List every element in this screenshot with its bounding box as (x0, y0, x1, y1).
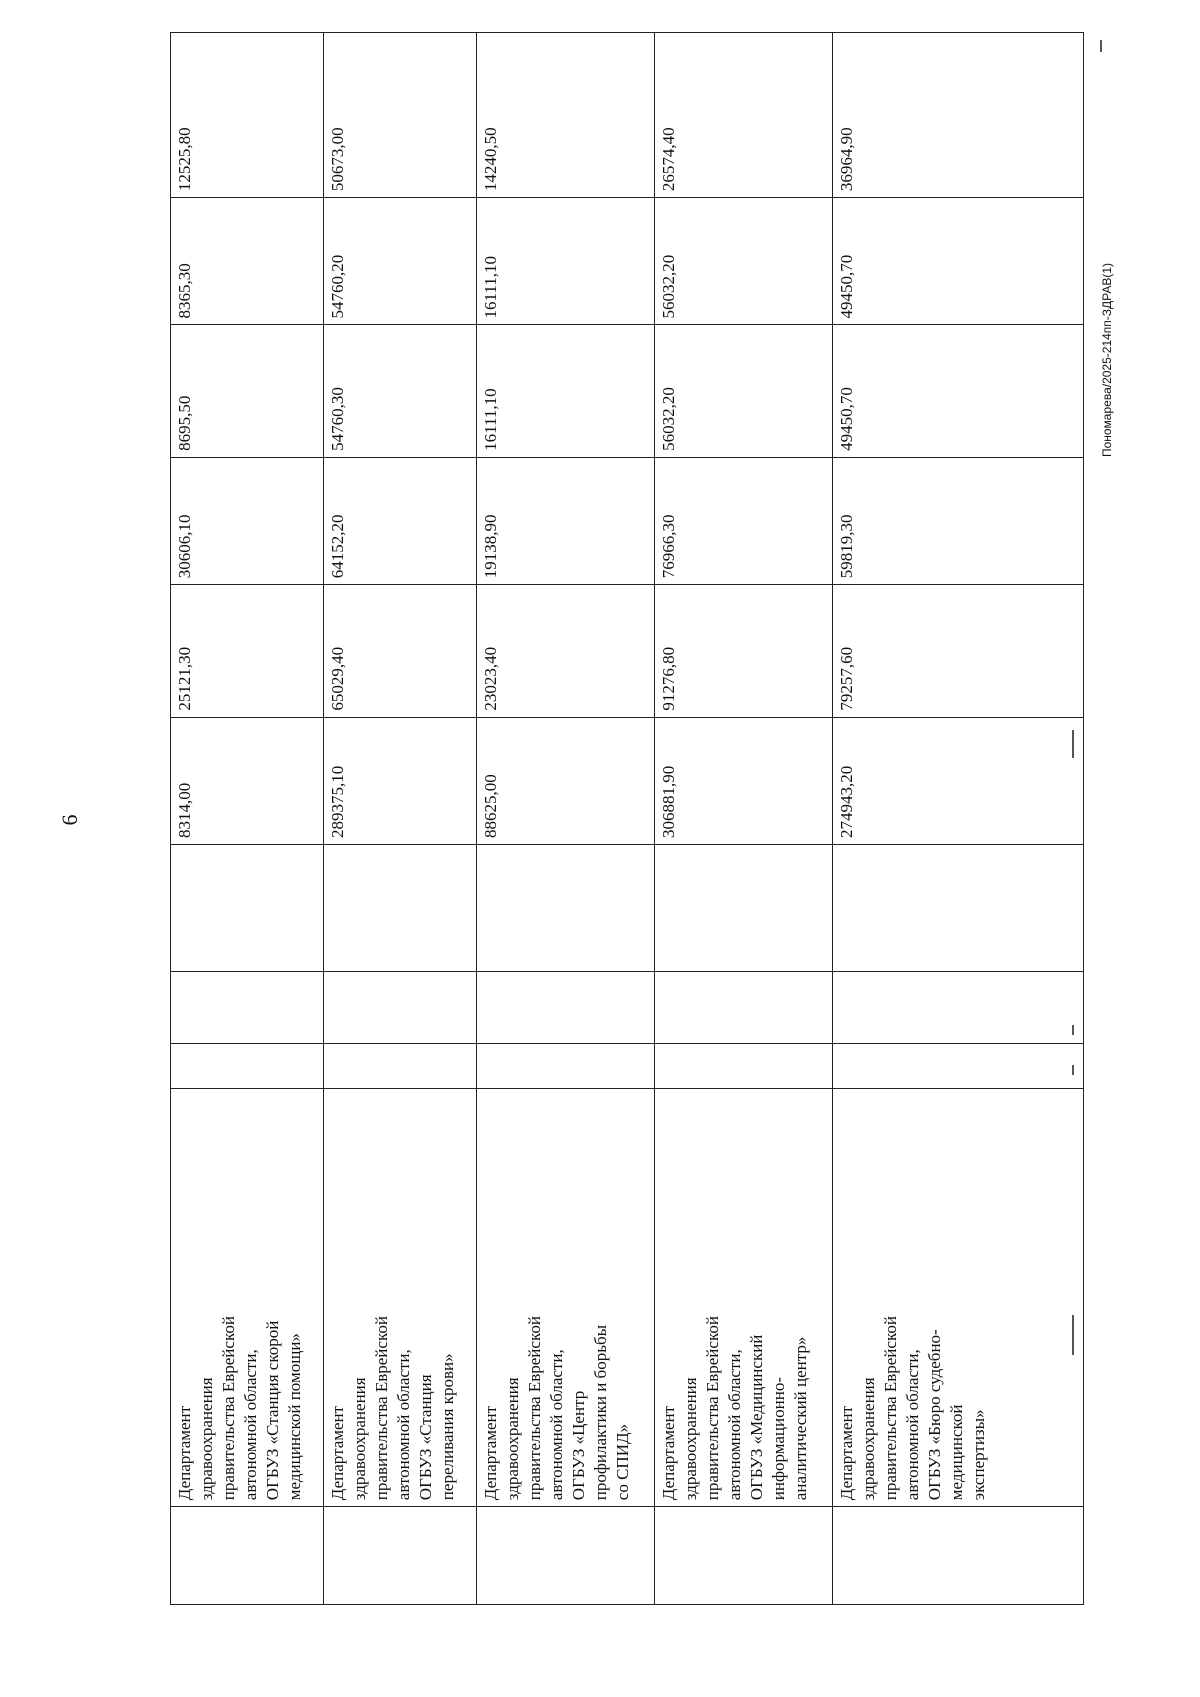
empty-cell (171, 1507, 324, 1605)
empty-cell (833, 1507, 1084, 1605)
value-cell: 59819,30 (833, 457, 1084, 584)
description-line: переливания крови» (438, 1353, 457, 1501)
empty-cell (655, 1043, 833, 1089)
value-cell: 50673,00 (324, 33, 477, 198)
organization-description (477, 1089, 655, 1507)
value-cell: 88625,00 (477, 717, 655, 844)
value-cell: 76966,30 (655, 457, 833, 584)
table-row (324, 33, 477, 1605)
empty-cell (477, 1043, 655, 1089)
description-line: ОГБУЗ «Медицинский (747, 1334, 766, 1501)
value-cell: 65029,40 (324, 585, 477, 717)
value-cell: 16111,10 (477, 325, 655, 457)
empty-cell (477, 972, 655, 1043)
empty-cell (833, 1043, 1084, 1089)
description-line: здравоохранения (859, 1377, 878, 1501)
empty-cell (655, 972, 833, 1043)
description-line: медицинской помощи» (285, 1333, 304, 1501)
empty-cell (655, 1507, 833, 1605)
budget-table-rotated (170, 32, 1083, 1605)
description-line: Департамент (837, 1405, 856, 1501)
empty-cell (833, 972, 1084, 1043)
value-cell: 16111,10 (477, 198, 655, 325)
description-line: правительства Еврейской (525, 1316, 544, 1501)
organization-description (833, 1089, 1084, 1507)
empty-cell (324, 972, 477, 1043)
value-cell: 56032,20 (655, 198, 833, 325)
description-line: правительства Еврейской (219, 1316, 238, 1501)
description-line: правительства Еврейской (703, 1316, 722, 1501)
value-cell: 54760,20 (324, 198, 477, 325)
description-line: Департамент (659, 1405, 678, 1501)
description-line: здравоохранения (197, 1377, 216, 1501)
description-line: ОГБУЗ «Центр (569, 1390, 588, 1501)
description-line: аналитический центр» (791, 1336, 810, 1501)
value-cell: 8695,50 (171, 325, 324, 457)
description-line: автономной области, (725, 1349, 744, 1501)
footer-document-code: Пономарева/2025-214пп-ЗДРАВ(1) (1100, 262, 1114, 458)
description-line: профилактики и борьбы (591, 1324, 610, 1501)
empty-cell (171, 1043, 324, 1089)
organization-description (655, 1089, 833, 1507)
description-line: здравоохранения (681, 1377, 700, 1501)
value-cell: 289375,10 (324, 717, 477, 844)
value-cell: 8314,00 (171, 717, 324, 844)
value-cell: 91276,80 (655, 585, 833, 717)
value-cell: 306881,90 (655, 717, 833, 844)
table-row (171, 33, 324, 1605)
empty-cell (171, 845, 324, 972)
scan-edge-mark (1100, 40, 1102, 52)
value-cell: 64152,20 (324, 457, 477, 584)
description-line: автономной области, (547, 1349, 566, 1501)
description-line: со СПИД» (613, 1423, 632, 1501)
empty-cell (833, 845, 1084, 972)
table-row (655, 33, 833, 1605)
value-cell: 26574,40 (655, 33, 833, 198)
empty-cell (477, 1507, 655, 1605)
description-line: информационно- (769, 1377, 788, 1501)
empty-cell (324, 1043, 477, 1089)
description-line: ОГБУЗ «Бюро судебно- (925, 1329, 944, 1501)
description-line: ОГБУЗ «Станция (416, 1374, 435, 1501)
empty-cell (324, 845, 477, 972)
budget-table (170, 32, 1084, 1605)
description-line: правительства Еврейской (881, 1316, 900, 1501)
description-line: здравоохранения (350, 1377, 369, 1501)
value-cell: 8365,30 (171, 198, 324, 325)
value-cell: 54760,30 (324, 325, 477, 457)
description-line: Департамент (481, 1405, 500, 1501)
empty-cell (655, 845, 833, 972)
empty-cell (171, 972, 324, 1043)
description-line: Департамент (175, 1405, 194, 1501)
organization-description (171, 1089, 324, 1507)
value-cell: 49450,70 (833, 325, 1084, 457)
empty-cell (324, 1507, 477, 1605)
value-cell: 23023,40 (477, 585, 655, 717)
value-cell: 19138,90 (477, 457, 655, 584)
value-cell: 56032,20 (655, 325, 833, 457)
value-cell: 36964,90 (833, 33, 1084, 198)
page-number: 6 (57, 814, 82, 826)
description-line: автономной области, (903, 1349, 922, 1501)
description-line: правительства Еврейской (372, 1316, 391, 1501)
table-row (833, 33, 1084, 1605)
value-cell: 274943,20 (833, 717, 1084, 844)
description-line: здравоохранения (503, 1377, 522, 1501)
value-cell: 79257,60 (833, 585, 1084, 717)
table-row (477, 33, 655, 1605)
description-line: экспертизы» (969, 1409, 988, 1501)
value-cell: 14240,50 (477, 33, 655, 198)
organization-description (324, 1089, 477, 1507)
value-cell: 25121,30 (171, 585, 324, 717)
description-line: медицинской (947, 1404, 966, 1501)
description-line: Департамент (328, 1405, 347, 1501)
description-line: ОГБУЗ «Станция скорой (263, 1320, 282, 1501)
value-cell: 49450,70 (833, 198, 1084, 325)
value-cell: 30606,10 (171, 457, 324, 584)
description-line: автономной области, (241, 1349, 260, 1501)
empty-cell (477, 845, 655, 972)
value-cell: 12525,80 (171, 33, 324, 198)
description-line: автономной области, (394, 1349, 413, 1501)
